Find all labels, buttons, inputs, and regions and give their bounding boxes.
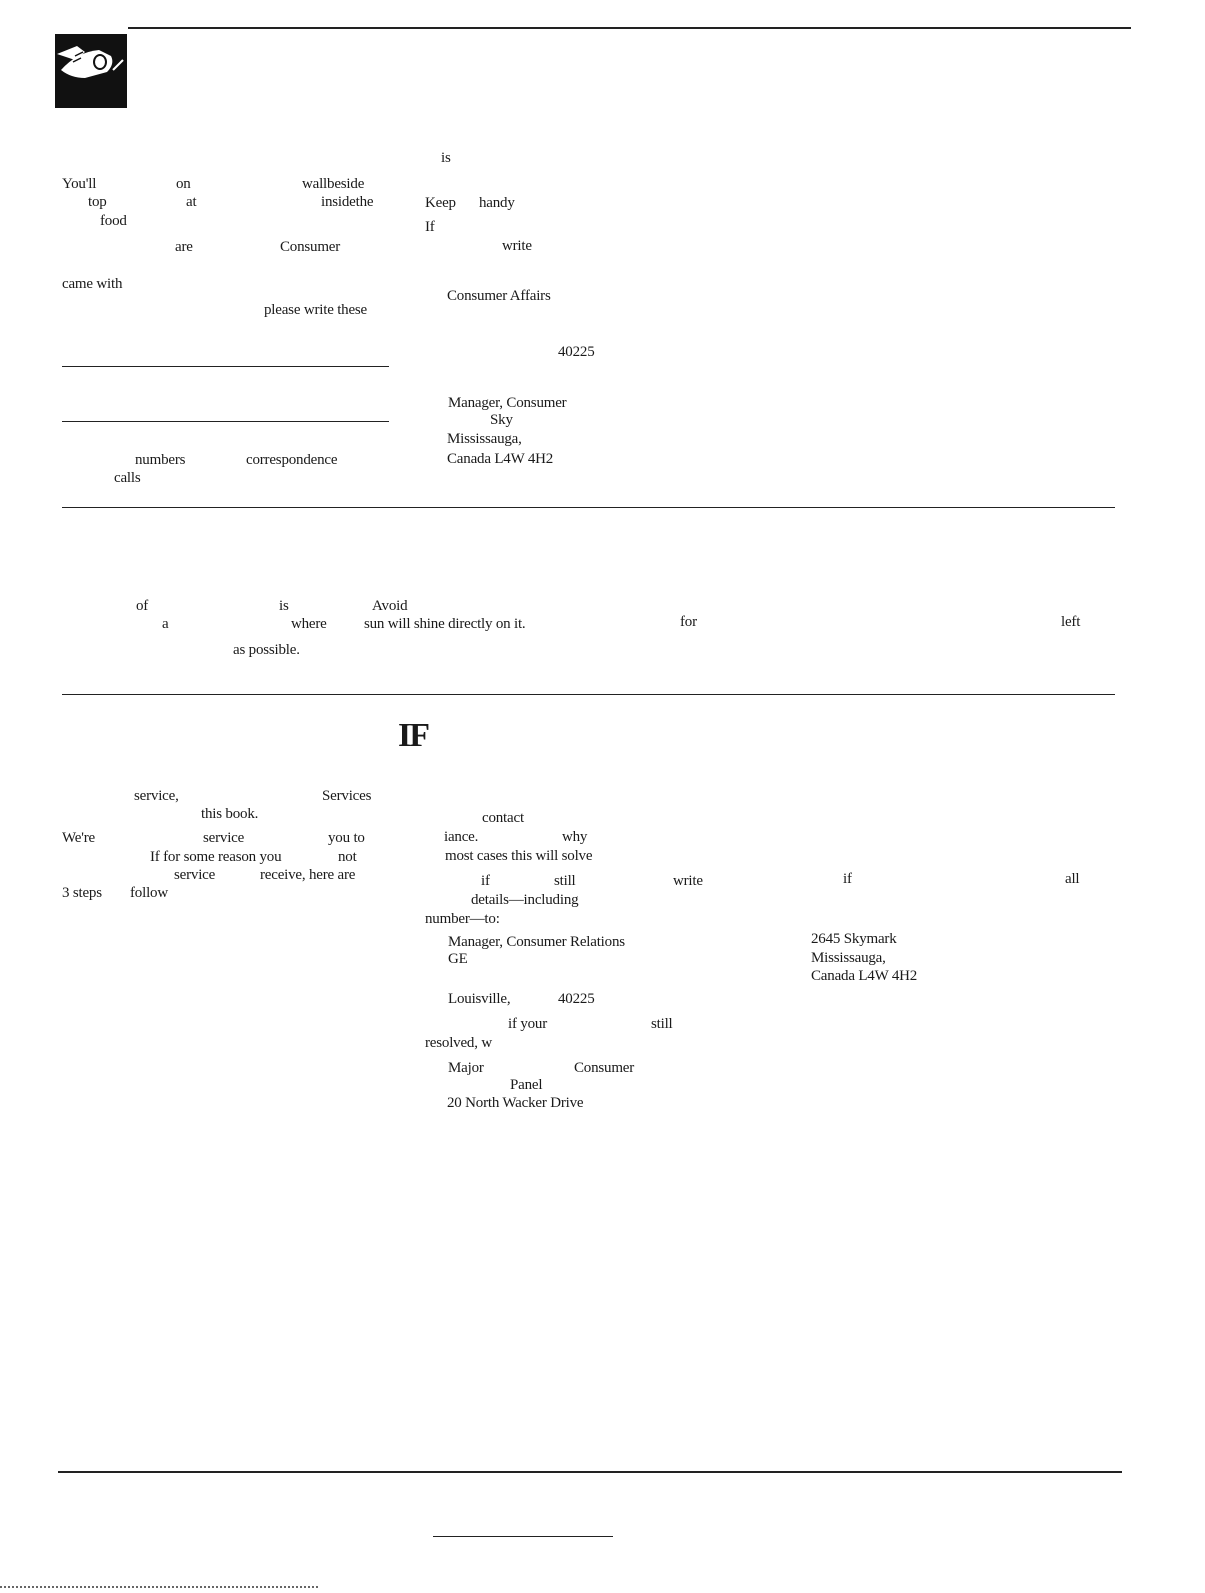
s1-right-word: Manager, Consumer xyxy=(448,395,567,411)
s3-right-word: 2645 Skymark xyxy=(811,931,897,947)
s2-word: left xyxy=(1061,614,1081,630)
s1-left-word: numbers xyxy=(135,452,186,468)
s3-right-word: contact xyxy=(482,810,524,826)
s1-left-word: Consumer xyxy=(280,239,341,255)
s3-right-word: if your xyxy=(508,1016,548,1032)
fill-in-line-serial xyxy=(62,421,389,422)
s3-right-word: Consumer xyxy=(574,1060,635,1076)
s1-right-word: Sky xyxy=(490,412,513,428)
s2-word: Avoid xyxy=(372,598,408,614)
s1-right-word: Canada L4W 4H2 xyxy=(447,451,554,467)
s3-right-word: why xyxy=(562,829,588,845)
s1-left-word: top xyxy=(88,194,107,210)
s3-right-word: if xyxy=(843,871,852,887)
s3-right-word: all xyxy=(1065,871,1080,887)
s3-left-word: Services xyxy=(322,788,372,804)
s2-word: of xyxy=(136,598,149,614)
s3-right-word: details—including xyxy=(471,892,579,908)
section-divider xyxy=(62,694,1115,695)
s3-left-word: service xyxy=(174,867,216,883)
s1-left-word: on xyxy=(176,176,191,192)
s3-right-word: most cases this will solve xyxy=(445,848,593,864)
s3-right-word: write xyxy=(673,873,703,889)
s3-left-word: you to xyxy=(328,830,365,846)
s3-left-word: We're xyxy=(62,830,95,846)
s3-left-word: not xyxy=(338,849,357,865)
s2-word: where xyxy=(291,616,327,632)
s1-left-word: food xyxy=(100,213,127,229)
s3-right-word: Panel xyxy=(510,1077,543,1093)
scan-edge-dots xyxy=(0,1586,320,1588)
s3-right-word: still xyxy=(651,1016,673,1032)
s3-right-word: GE xyxy=(448,951,468,967)
s3-left-word: follow xyxy=(130,885,168,901)
s1-left-word: calls xyxy=(114,470,141,486)
s3-right-word: still xyxy=(554,873,576,889)
s1-left-word: You'll xyxy=(62,176,97,192)
s3-right-word: resolved, w xyxy=(425,1035,492,1051)
s1-left-word: please write these xyxy=(264,302,368,318)
s1-right-word: is xyxy=(441,150,451,166)
s1-left-word: correspondence xyxy=(246,452,338,468)
hand-writing-icon xyxy=(55,34,127,108)
s1-right-word: handy xyxy=(479,195,515,211)
section-heading: IF xyxy=(398,717,428,754)
s3-left-word: If for some reason you xyxy=(150,849,282,865)
s1-right-word: Mississauga, xyxy=(447,431,522,447)
s1-left-word: wallbeside xyxy=(302,176,365,192)
s3-left-word: 3 steps xyxy=(62,885,102,901)
s1-left-word: at xyxy=(186,194,197,210)
fill-in-line-model xyxy=(62,366,389,367)
s3-right-word: iance. xyxy=(444,829,479,845)
s3-right-word: Mississauga, xyxy=(811,950,886,966)
s3-left-word: receive, here are xyxy=(260,867,356,883)
s3-left-word: service xyxy=(203,830,245,846)
s3-right-word: if xyxy=(481,873,490,889)
s3-right-word: 20 North Wacker Drive xyxy=(447,1095,584,1111)
s1-right-word: Keep xyxy=(425,195,456,211)
bottom-rule xyxy=(58,1471,1122,1473)
s1-left-word: insidethe xyxy=(321,194,374,210)
s3-right-word: Manager, Consumer Relations xyxy=(448,934,625,950)
s3-right-word: Major xyxy=(448,1060,484,1076)
top-rule xyxy=(128,27,1131,29)
s3-left-word: this book. xyxy=(201,806,259,822)
s3-right-word: 40225 xyxy=(558,991,595,1007)
s2-word: sun will shine directly on it. xyxy=(364,616,526,632)
s2-word: for xyxy=(680,614,697,630)
footer-short-rule xyxy=(433,1536,613,1537)
s3-right-word: Canada L4W 4H2 xyxy=(811,968,918,984)
s1-left-word: came with xyxy=(62,276,123,292)
s3-left-word: service, xyxy=(134,788,179,804)
s3-right-word: Louisville, xyxy=(448,991,511,1007)
s1-right-word: 40225 xyxy=(558,344,595,360)
s1-right-word: write xyxy=(502,238,532,254)
s2-word: as possible. xyxy=(233,642,300,658)
s1-left-word: are xyxy=(175,239,193,255)
section-divider xyxy=(62,507,1115,508)
s3-right-word: number—to: xyxy=(425,911,500,927)
s2-word: a xyxy=(162,616,169,632)
s2-word: is xyxy=(279,598,289,614)
s1-right-word: If xyxy=(425,219,435,235)
s1-right-word: Consumer Affairs xyxy=(447,288,551,304)
